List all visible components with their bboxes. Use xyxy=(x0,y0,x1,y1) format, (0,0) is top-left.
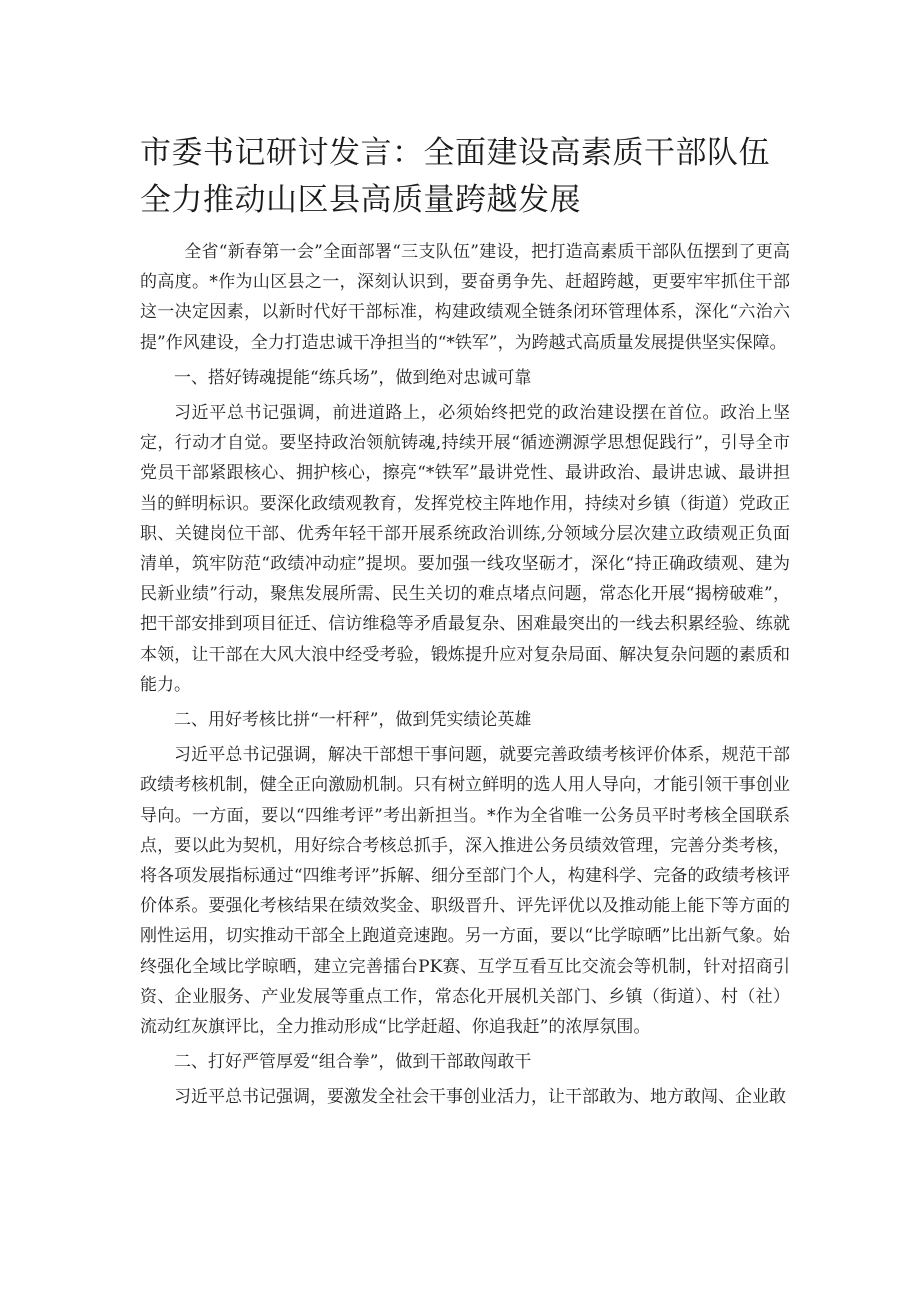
section-3-heading: 二、打好严管厚爱“组合拳”，做到干部敢闯敢干 xyxy=(174,1052,532,1073)
section-2-heading: 二、用好考核比拼“一杆秤”，做到凭实绩论英雄 xyxy=(174,710,532,731)
section-3-paragraph: 习近平总书记强调，要激发全社会干事创业活力，让干部敢为、地方敢闯、企业敢 xyxy=(174,1087,786,1108)
intro-paragraph: 全省“新春第一会”全面部署“三支队伍”建设，把打造高素质干部队伍摆到了更高的高度。*作为山区县之一，深刻认识到，要奋勇争先、赶超跨越，更要牢牢抓住干部这一决定因素，以新时代好干部标准，构建政绩观全链条闭环管理体系，深化“六治六提”作风建设，全力打造忠诚干净担当的“*铁军”，为跨越式高质量发展提供坚实保障。 xyxy=(140,242,790,353)
section-1-heading: 一、搭好铸魂提能“练兵场”，做到绝对忠诚可靠 xyxy=(174,367,532,388)
section-2-paragraph: 习近平总书记强调，解决干部想干事问题，就要完善政绩考核评价体系，规范干部政绩考核机制，健全正向激励机制。只有树立鲜明的选人用人导向，才能引领干事创业导向。一方面，要以“四维考评”考出新担当。*作为全省唯一公务员平时考核全国联系点，要以此为契机，用好综合考核总抓手，深入推进公务员绩效管理，完善分类考核，将各项发展指标通过“四维考评”拆解、细分至部门个人，构建科学、完备的政绩考核评价体系。要强化考核结果在绩效奖金、职级晋升、评先评优以及推动能上能下等方面的刚性运用，切实推动干部全上跑道竞速跑。另一方面，要以“比学晾晒”比出新气象。始终强化全域比学晾晒，建立完善擂台PK赛、互学互看互比交流会等机制，针对招商引资、企业服务、产业发展等重点工作，常态化开展机关部门、乡镇（街道）、村（社）流动红灰旗评比，全力推动形成“比学赶超、你追我赶”的浓厚氛围。 xyxy=(140,745,790,1038)
document-title: 市委书记研讨发言：全面建设高素质干部队伍全力推动山区县高质量跨越发展 xyxy=(140,135,770,218)
section-1-paragraph: 习近平总书记强调，前进道路上，必须始终把党的政治建设摆在首位。政治上坚定，行动才自觉。要坚持政治领航铸魂,持续开展“循迹溯源学思想促践行”，引导全市党员干部紧跟核心、拥护核心，擦亮“*铁军”最讲党性、最讲政治、最讲忠诚、最讲担当的鲜明标识。要深化政绩观教育，发挥党校主阵地作用，持续对乡镇（街道）党政正职、关键岗位干部、优秀年轻干部开展系统政治训练,分领域分层次建立政绩观正负面清单，筑牢防范“政绩冲动症”提坝。要加强一线攻坚砺才，深化“持正确政绩观、建为民新业绩”行动，聚焦发展所需、民生关切的难点堵点问题，常态化开展“揭榜破难”，把干部安排到项目征迁、信访维稳等矛盾最复杂、困难最突出的一线去积累经验、练就本领，让干部在大风大浪中经受考验，锻炼提升应对复杂局面、解决复杂问题的素质和能力。 xyxy=(140,403,790,695)
document-body xyxy=(140,237,790,1113)
